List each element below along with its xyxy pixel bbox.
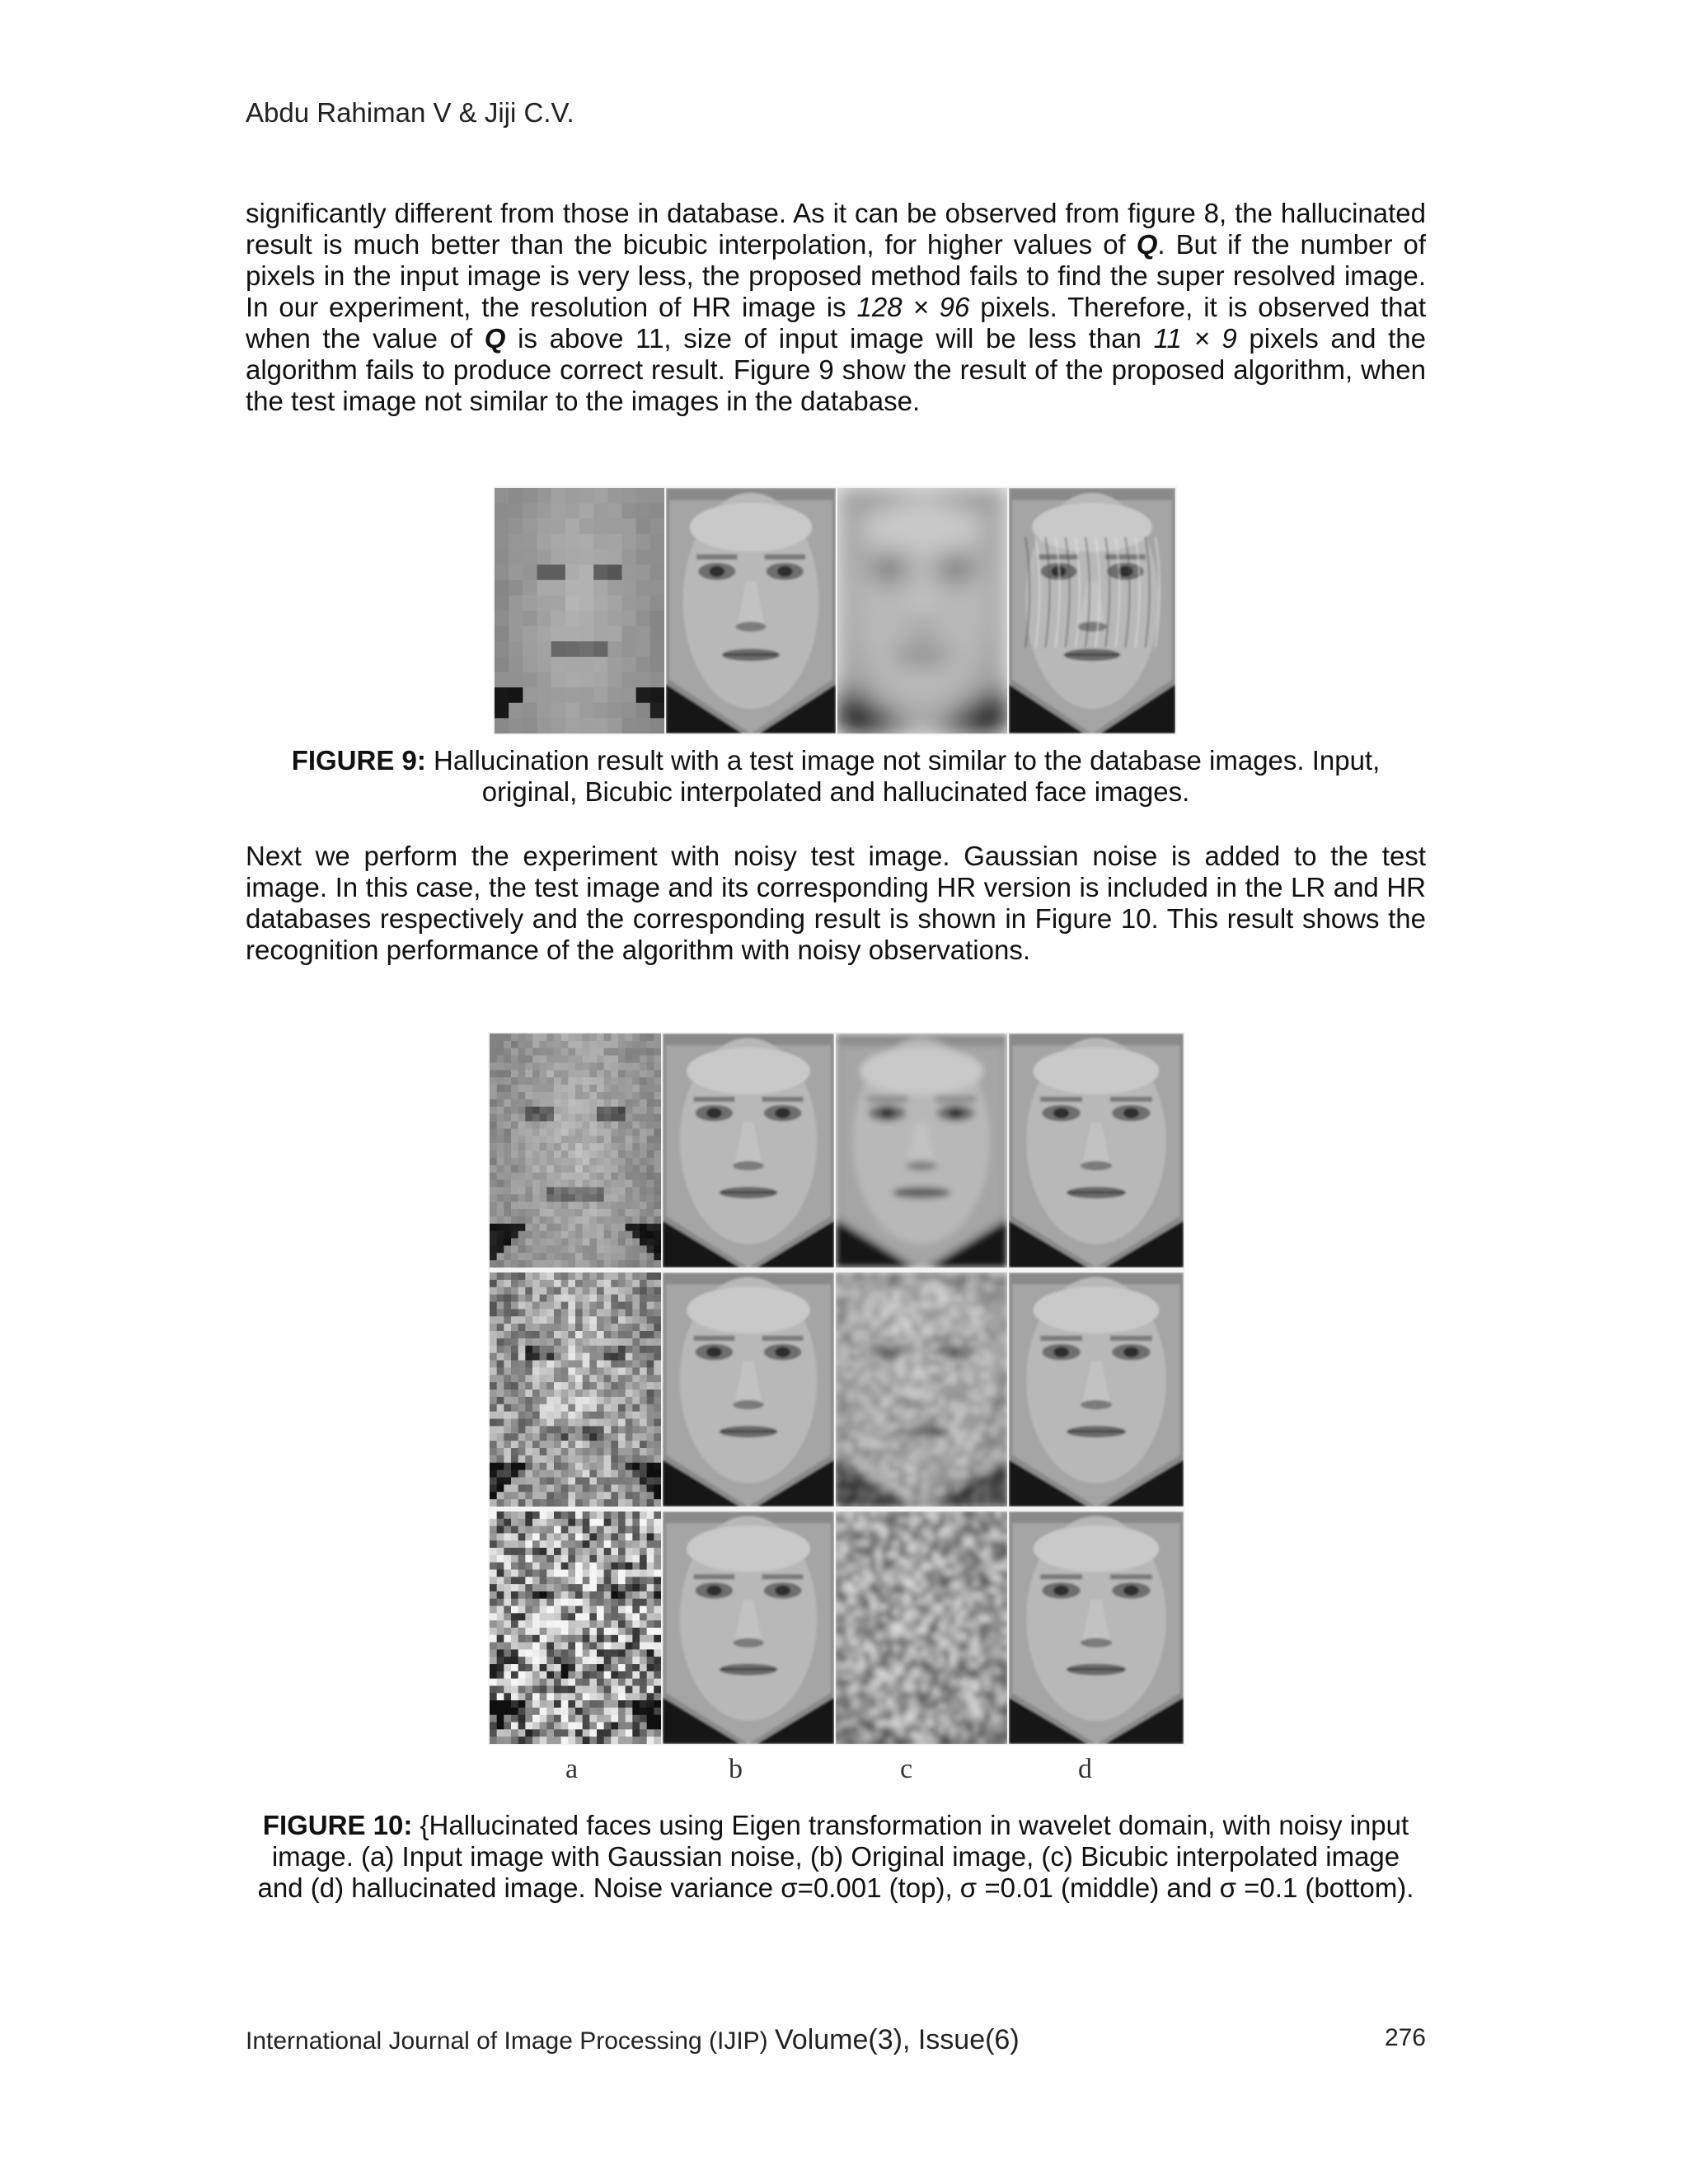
figure-9-caption-text: Hallucination result with a test image not similar to the database images. Input, (425, 745, 1381, 776)
fig9-bicubic-face-image (837, 488, 1007, 733)
footer-volume: Volume(3), Issue(6) (774, 2024, 1020, 2055)
fig10-middle-original-face (663, 1272, 834, 1507)
face-picture (1009, 488, 1175, 733)
text-run: . But if the number of (1157, 229, 1426, 260)
figure-9-caption-line2: original, Bicubic interpolated and hallucinated face images. (481, 776, 1190, 807)
face-picture (836, 1511, 1007, 1744)
text-line (246, 841, 1426, 872)
fig9-original-face-image (666, 488, 836, 733)
text-run: In our experiment, the resolution of HR image is (246, 292, 857, 322)
fig10-bottom-hallucinated-face (1009, 1511, 1184, 1744)
text-run: 11 × 9 (1153, 323, 1237, 354)
fig10-sublabel-b: b (729, 1754, 743, 1784)
face-picture (1009, 1272, 1184, 1507)
text-run: is above 11, size of input image will be less than (505, 323, 1154, 354)
fig9-hallucinated-face-image (1009, 488, 1175, 733)
body-paragraph-1 (246, 198, 1426, 417)
figure-10-images (488, 1032, 1185, 1746)
figure-9-images (493, 486, 1177, 735)
text-line (246, 292, 1426, 323)
figure-10-label: FIGURE 10: (262, 1810, 413, 1840)
text-line (246, 935, 1426, 966)
fig10-middle-input-noisy-face (490, 1272, 661, 1507)
text-run: pixels and the (1236, 323, 1427, 354)
face-picture (663, 1511, 834, 1744)
fig10-top-bicubic-face (836, 1033, 1007, 1268)
text-line (246, 872, 1426, 903)
face-picture (490, 1033, 661, 1268)
text-line (246, 260, 1426, 292)
face-picture (836, 1272, 1007, 1507)
text-run: pixels in the input image is very less, the proposed method fails to find the super resolved image. (246, 260, 1426, 291)
text-run: image. In this case, the test image and its corresponding HR version is included in the LR and HR (246, 872, 1426, 902)
fig10-top-original-face (663, 1033, 834, 1268)
text-run: 128 × 96 (856, 292, 970, 322)
face-picture (663, 1033, 834, 1268)
text-line (246, 323, 1426, 354)
text-line (246, 354, 1426, 386)
face-picture (1009, 1033, 1184, 1268)
face-picture (666, 488, 836, 733)
fig10-sublabel-a: a (565, 1754, 579, 1784)
figure-9-label: FIGURE 9: (291, 745, 426, 776)
fig10-middle-hallucinated-face (1009, 1272, 1184, 1507)
text-run: databases respectively and the corresponding result is shown in Figure 10. This result shows the (246, 903, 1426, 934)
page-number: 276 (1384, 2024, 1426, 2051)
text-line (246, 198, 1426, 229)
text-line (246, 386, 1426, 417)
face-picture (490, 1511, 661, 1744)
face-picture (490, 1272, 661, 1507)
face-picture (495, 488, 664, 733)
fig9-input-face-image (495, 488, 664, 733)
figure-10-caption-line2: image. (a) Input image with Gaussian noise, (b) Original image, (c) Bicubic interpolated image (271, 1841, 1400, 1872)
text-run: the test image not similar to the images in the database. (246, 386, 921, 416)
text-run: algorithm fails to produce correct result. Figure 9 show the result of the proposed algorithm, when (246, 354, 1426, 385)
text-run: pixels. Therefore, it is observed that (969, 292, 1426, 322)
fig10-top-input-noisy-face (490, 1033, 661, 1268)
fig10-middle-bicubic-face (836, 1272, 1007, 1507)
text-run: recognition performance of the algorithm with noisy observations. (246, 935, 1030, 965)
text-run: Q (1136, 229, 1158, 260)
fig10-sublabel-d: d (1078, 1754, 1092, 1784)
fig10-bottom-original-face (663, 1511, 834, 1744)
figure-10-caption (246, 1810, 1426, 1904)
fig10-sublabel-c: c (900, 1754, 913, 1784)
figure-9-caption (246, 745, 1426, 808)
text-run: significantly different from those in database. As it can be observed from figure 8, the hallucinated (246, 198, 1426, 228)
face-picture (836, 1033, 1007, 1268)
text-run: result is much better than the bicubic interpolation, for higher values of (246, 229, 1137, 260)
text-line (246, 229, 1426, 260)
running-header: Abdu Rahiman V & Jiji C.V. (246, 97, 574, 128)
footer-journal: International Journal of Image Processing (IJIP) (246, 2027, 775, 2055)
face-picture (663, 1272, 834, 1507)
text-run: when the value of (246, 323, 485, 354)
fig10-top-hallucinated-face (1009, 1033, 1184, 1268)
page-footer (246, 2024, 1426, 2056)
text-run: Q (484, 323, 506, 354)
fig10-bottom-bicubic-face (836, 1511, 1007, 1744)
fig10-bottom-input-noisy-face (490, 1511, 661, 1744)
figure-10-caption-text: {Hallucinated faces using Eigen transformation in wavelet domain, with noisy input (412, 1810, 1409, 1840)
text-run: Next we perform the experiment with noisy test image. Gaussian noise is added to the test (246, 841, 1426, 871)
text-line (246, 903, 1426, 935)
figure-10-caption-line3: and (d) hallucinated image. Noise variance σ=0.001 (top), σ =0.01 (middle) and σ =0.1 (bottom). (257, 1872, 1414, 1903)
body-paragraph-2 (246, 841, 1426, 966)
face-picture (1009, 1511, 1184, 1744)
face-picture (837, 488, 1007, 733)
